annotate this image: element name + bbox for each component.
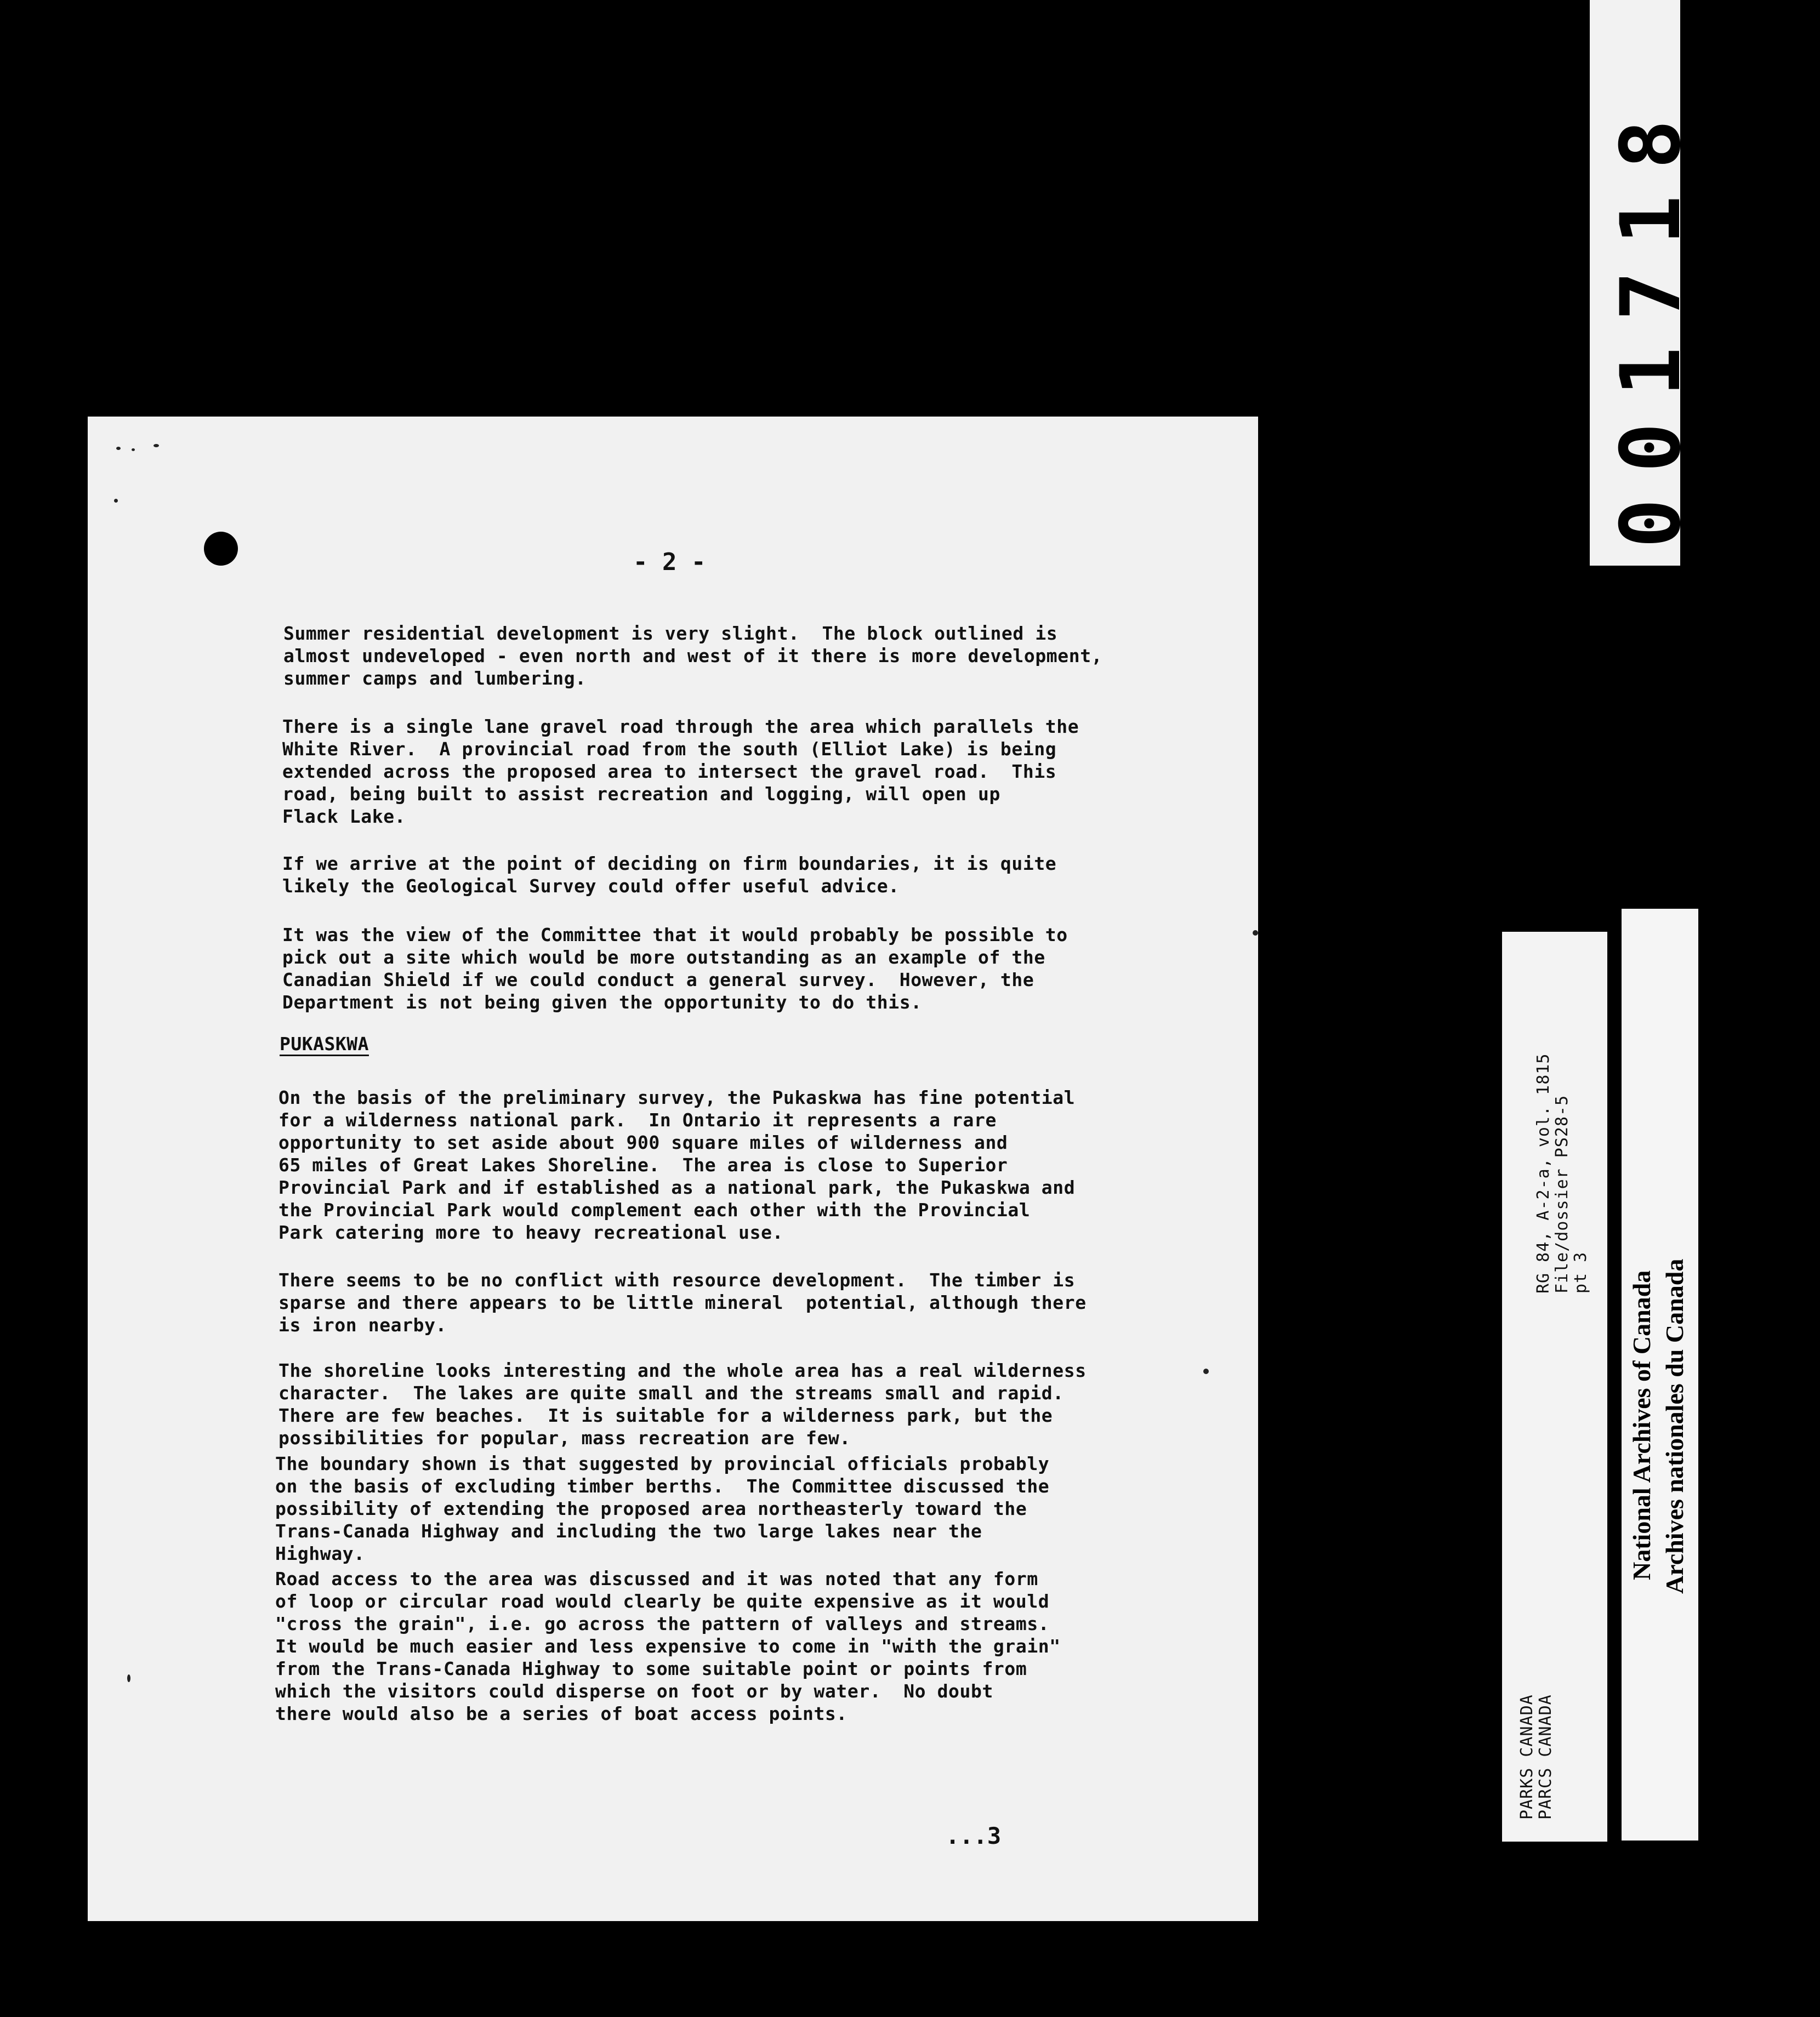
speck: [116, 447, 121, 450]
punch-hole: [204, 532, 238, 566]
page-number: - 2 -: [633, 548, 706, 576]
speck: [127, 1674, 130, 1682]
speck: [132, 448, 135, 451]
reference-line: PARKS CANADA: [1517, 1694, 1537, 1820]
document-page: [88, 417, 1258, 1921]
paragraph-shoreline: The shoreline looks interesting and the whole area has a real wilderness character. The lakes are quite small and the streams small and rapid. There are few beaches. It is suitable for a wilderness park, but the possibilities for popular, mass recreation are few.: [278, 1360, 1087, 1449]
archive-label-french: Archives nationales du Canada: [1660, 1258, 1688, 1594]
paragraph-committee-view: It was the view of the Committee that it would probably be possible to pick out a site which would be more outstanding as an example of the Canadian Shield if we could conduct a general survey. However, the Department is not being given the opportunity to do this.: [282, 924, 1068, 1013]
reference-line: pt 3: [1571, 1251, 1590, 1294]
paragraph-gravel-road: There is a single lane gravel road through the area which parallels the White River. A provincial road from the south (Elliot Lake) is being extended across the proposed area to intersect the gravel road. This road, being built to assist recreation and logging, will open up Flack Lake.: [282, 716, 1079, 827]
speck: [114, 499, 118, 503]
reference-line: RG 84, A-2-a, vol. 1815: [1534, 1053, 1553, 1294]
frame-number-strip: [1590, 0, 1699, 566]
archive-label-english: National Archives of Canada: [1628, 1270, 1656, 1580]
reference-line: File/dossier PS28-5: [1552, 1095, 1572, 1294]
paragraph-residential: Summer residential development is very slight. The block outlined is almost undeveloped - even north and west of it there is more development, summer camps and lumbering.: [283, 623, 1103, 689]
speck: [1253, 930, 1258, 936]
paragraph-boundaries: If we arrive at the point of deciding on firm boundaries, it is quite likely the Geological Survey could offer useful advice.: [282, 853, 1057, 897]
speck: [1203, 1369, 1209, 1374]
paragraph-road-access: Road access to the area was discussed and it was noted that any form of loop or circular road would clearly be quite expensive as it would "cross the grain", i.e. go across the pattern of valleys and streams. It would be much easier and less expensive to come in "with the grain" from the Trans-Canada Highway to some suitable point or points from which the visitors could disperse on foot or by water. No doubt there would also be a series of boat access points.: [275, 1568, 1061, 1724]
reference-line: PARCS CANADA: [1536, 1694, 1555, 1820]
archive-label: [1622, 909, 1698, 1841]
paragraph-resources: There seems to be no conflict with resource development. The timber is sparse and there appears to be little mineral potential, although there is iron nearby.: [278, 1269, 1087, 1336]
section-heading: PUKASKWA: [280, 1033, 369, 1055]
frame-number: 001718: [1603, 93, 1699, 548]
continuation-marker: ...3: [946, 1822, 1002, 1849]
reference-card: [1502, 932, 1607, 1842]
speck: [153, 444, 159, 447]
paragraph-boundary-shown: The boundary shown is that suggested by provincial officials probably on the basis of excluding timber berths. The Committee discussed the possibility of extending the proposed area northeasterly toward the Trans-Canada Highway and including the two large lakes near the Highway.: [275, 1453, 1050, 1564]
paragraph-pukaskwa-potential: On the basis of the preliminary survey, the Pukaskwa has fine potential for a wilderness national park. In Ontario it represents a rare opportunity to set aside about 900 square miles of wilderness and 65 miles of Great Lakes Shoreline. The area is close to Superior Provincial Park and if established as a national park, the Pukaskwa and the Provincial Park would complement each other with the Provincial Park catering more to heavy recreational use.: [278, 1087, 1076, 1243]
